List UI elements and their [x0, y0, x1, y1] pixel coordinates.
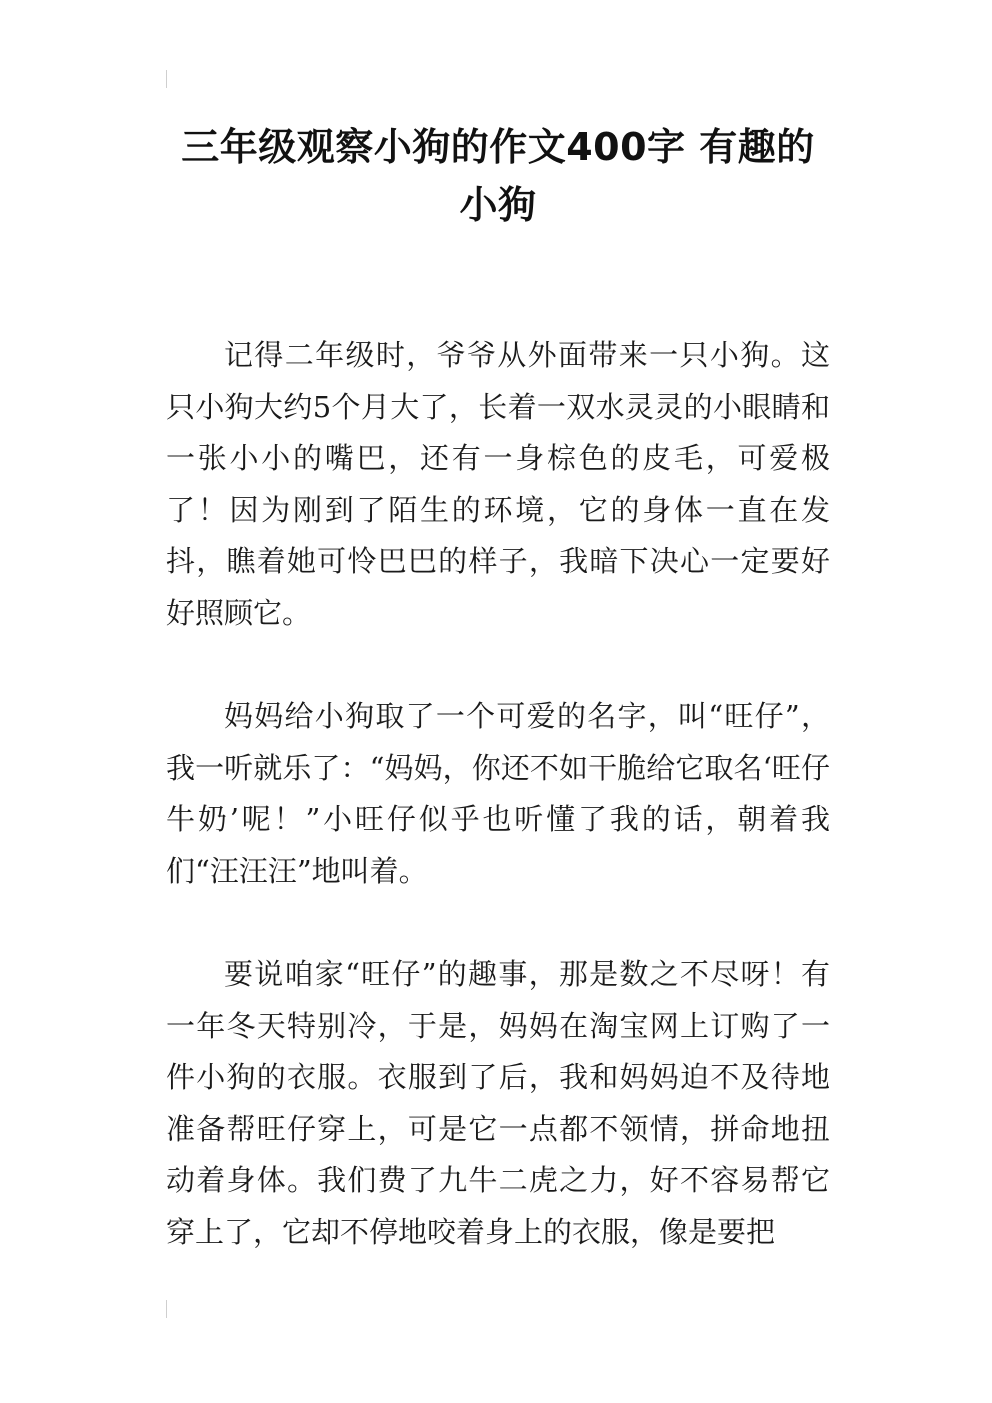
paragraph-3: 要说咱家“旺仔”的趣事，那是数之不尽呀！有一年冬天特别冷，于是，妈妈在淘宝网上订购了一件小狗的衣服。衣服到了后，我和妈妈迫不及待地准备帮旺仔穿上，可是它一点都不领情，拼命地扭动着身体。我们费了九牛二虎之力，好不容易帮它穿上了，它却不停地咬着身上的衣服，像是要把 — [166, 957, 830, 1249]
paragraph-2: 妈妈给小狗取了一个可爱的名字，叫“旺仔”，我一听就乐了：“妈妈，你还不如干脆给它取名‘旺仔牛奶’呢！”小旺仔似乎也听懂了我的话，朝着我们“汪汪汪”地叫着。 — [166, 699, 830, 888]
page-margin-mark-bottom — [166, 1300, 167, 1318]
document-title: 三年级观察小狗的作文400字 有趣的小狗 — [181, 125, 815, 227]
page-margin-mark-top — [166, 70, 167, 88]
paragraph-1: 记得二年级时，爷爷从外面带来一只小狗。这只小狗大约5个月大了，长着一双水灵灵的小眼睛和一张小小的嘴巴，还有一身棕色的皮毛，可爱极了！因为刚到了陌生的环境，它的身体一直在发抖，瞧着她可怜巴巴的样子，我暗下决心一定要好好照顾它。 — [166, 338, 830, 630]
document-body — [166, 330, 830, 1310]
